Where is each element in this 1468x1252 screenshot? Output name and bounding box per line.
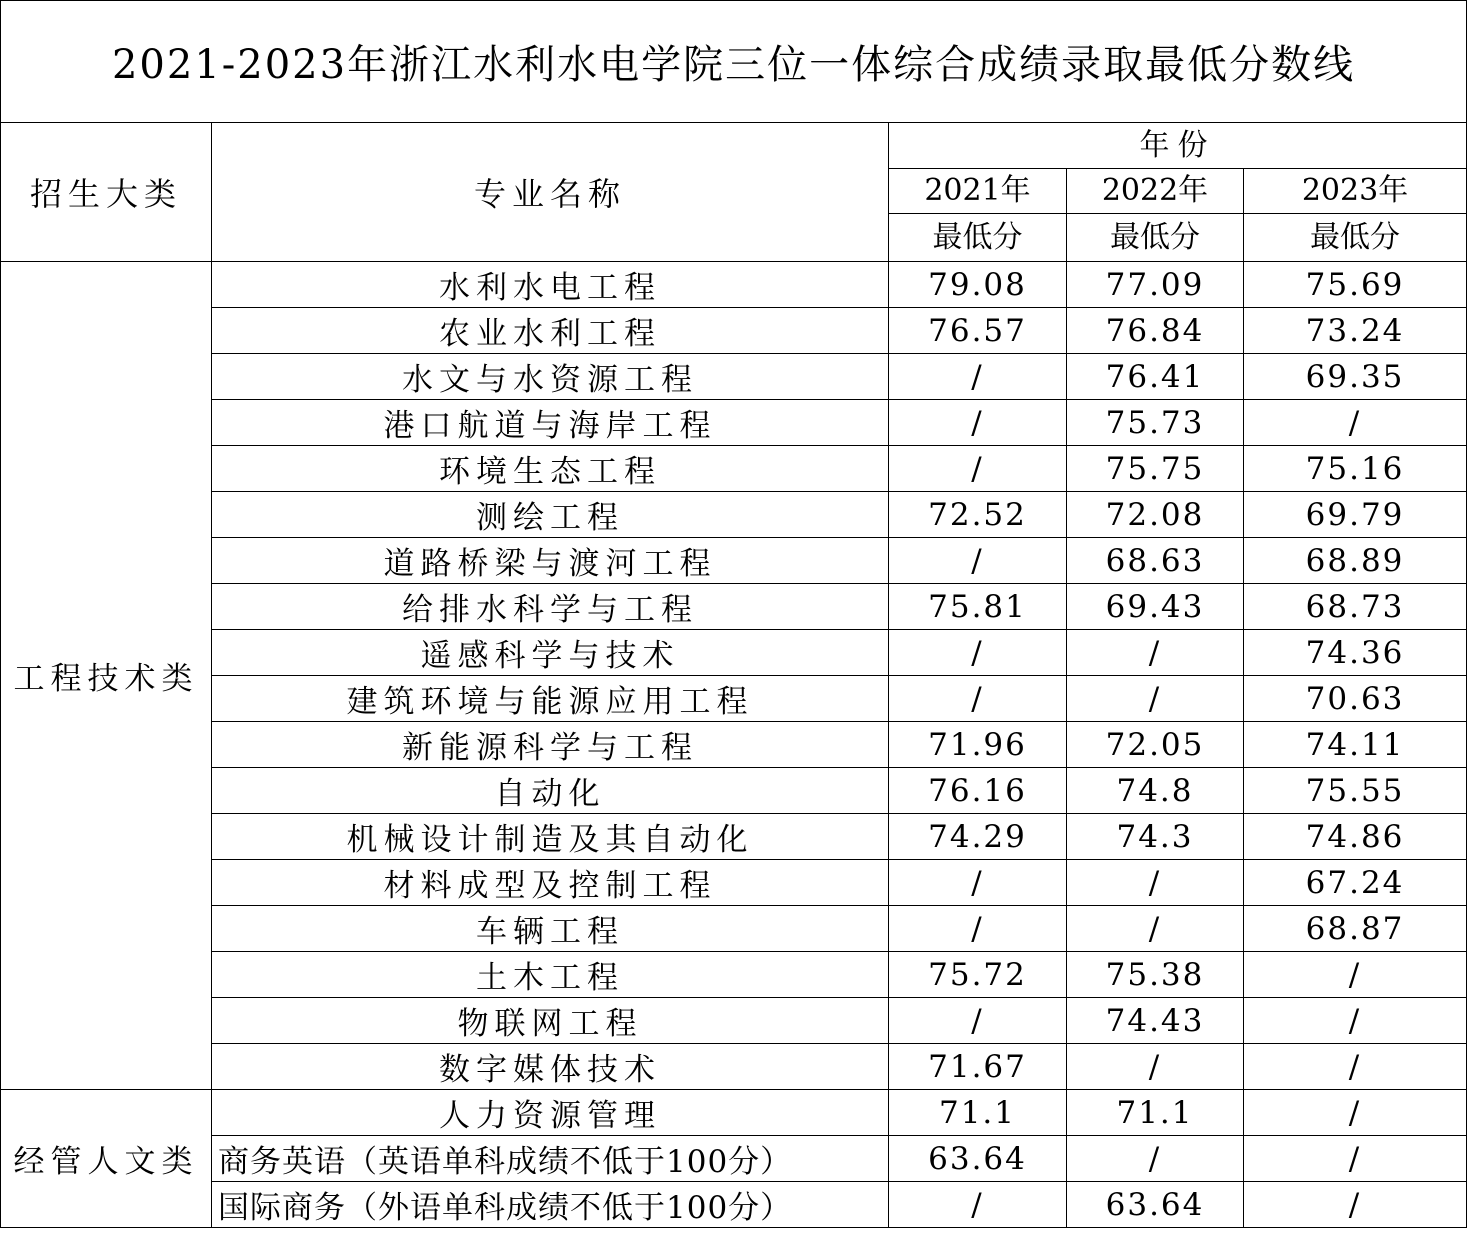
score-cell-2022: 69.43 [1067, 584, 1244, 630]
score-cell-2021: 72.52 [889, 492, 1067, 538]
score-cell-2022: / [1067, 1136, 1244, 1182]
score-cell-2021: / [889, 400, 1067, 446]
table-row [1, 998, 1467, 1044]
score-cell-2022: 77.09 [1067, 262, 1244, 308]
table-row [1, 1090, 1467, 1136]
score-cell-2021: / [889, 1182, 1067, 1228]
major-name-cell: 商务英语（英语单科成绩不低于100分） [212, 1136, 889, 1182]
table-title: 2021-2023年浙江水利水电学院三位一体综合成绩录取最低分数线 [1, 1, 1467, 123]
score-cell-2022: 76.41 [1067, 354, 1244, 400]
major-name-cell: 水文与水资源工程 [212, 354, 889, 400]
score-cell-2022: 71.1 [1067, 1090, 1244, 1136]
table-row [1, 262, 1467, 308]
table-row [1, 308, 1467, 354]
score-cell-2023: / [1244, 1136, 1467, 1182]
score-cell-2021: / [889, 676, 1067, 722]
score-cell-2021: / [889, 906, 1067, 952]
score-cell-2022: 74.3 [1067, 814, 1244, 860]
lowest-score-header-2023: 最低分 [1244, 214, 1467, 262]
major-name-cell: 材料成型及控制工程 [212, 860, 889, 906]
score-cell-2021: 71.96 [889, 722, 1067, 768]
score-cell-2022: / [1067, 1044, 1244, 1090]
major-name-cell: 人力资源管理 [212, 1090, 889, 1136]
score-cell-2021: 75.72 [889, 952, 1067, 998]
year-header-2022: 2022年 [1067, 169, 1244, 214]
table-row [1, 906, 1467, 952]
score-cell-2022: 74.43 [1067, 998, 1244, 1044]
score-cell-2022: / [1067, 860, 1244, 906]
score-cell-2023: 69.35 [1244, 354, 1467, 400]
major-name-cell: 物联网工程 [212, 998, 889, 1044]
major-name-cell: 土木工程 [212, 952, 889, 998]
score-cell-2021: 75.81 [889, 584, 1067, 630]
score-cell-2023: 74.36 [1244, 630, 1467, 676]
score-cell-2021: / [889, 446, 1067, 492]
major-name-cell: 水利水电工程 [212, 262, 889, 308]
table-row [1, 722, 1467, 768]
table-row [1, 538, 1467, 584]
major-name-cell: 车辆工程 [212, 906, 889, 952]
score-cell-2022: 75.73 [1067, 400, 1244, 446]
lowest-score-header-2022: 最低分 [1067, 214, 1244, 262]
major-name-cell: 数字媒体技术 [212, 1044, 889, 1090]
table-row [1, 676, 1467, 722]
table-row [1, 952, 1467, 998]
major-name-cell: 自动化 [212, 768, 889, 814]
table-row [1, 584, 1467, 630]
category-cell: 经管人文类 [1, 1090, 212, 1228]
major-name-cell: 国际商务（外语单科成绩不低于100分） [212, 1182, 889, 1228]
score-cell-2021: / [889, 354, 1067, 400]
score-cell-2023: / [1244, 400, 1467, 446]
score-cell-2023: / [1244, 998, 1467, 1044]
score-cell-2022: 76.84 [1067, 308, 1244, 354]
score-cell-2023: 68.89 [1244, 538, 1467, 584]
score-cell-2021: 76.16 [889, 768, 1067, 814]
table-row [1, 630, 1467, 676]
score-cell-2023: / [1244, 1044, 1467, 1090]
category-cell: 工程技术类 [1, 262, 212, 1090]
score-cell-2022: / [1067, 630, 1244, 676]
major-name-cell: 测绘工程 [212, 492, 889, 538]
table-row [1, 1182, 1467, 1228]
major-name-cell: 建筑环境与能源应用工程 [212, 676, 889, 722]
major-name-cell: 给排水科学与工程 [212, 584, 889, 630]
year-group-header: 年份 [889, 123, 1467, 169]
table-row [1, 1044, 1467, 1090]
score-cell-2022: 72.05 [1067, 722, 1244, 768]
table-row [1, 814, 1467, 860]
table-row [1, 354, 1467, 400]
score-cell-2021: 74.29 [889, 814, 1067, 860]
score-cell-2023: 74.86 [1244, 814, 1467, 860]
score-cell-2021: 71.67 [889, 1044, 1067, 1090]
table-row [1, 446, 1467, 492]
score-cell-2023: 73.24 [1244, 308, 1467, 354]
score-cell-2023: / [1244, 1090, 1467, 1136]
major-name-cell: 遥感科学与技术 [212, 630, 889, 676]
table-body [1, 262, 1467, 1228]
score-cell-2022: / [1067, 906, 1244, 952]
score-cell-2023: 74.11 [1244, 722, 1467, 768]
major-name-cell: 新能源科学与工程 [212, 722, 889, 768]
score-cell-2023: 68.87 [1244, 906, 1467, 952]
table-row [1, 492, 1467, 538]
score-cell-2023: / [1244, 1182, 1467, 1228]
score-cell-2023: 75.16 [1244, 446, 1467, 492]
score-cell-2022: 68.63 [1067, 538, 1244, 584]
score-cell-2022: 63.64 [1067, 1182, 1244, 1228]
table-row [1, 400, 1467, 446]
table-row [1, 768, 1467, 814]
table-row [1, 1136, 1467, 1182]
major-name-cell: 农业水利工程 [212, 308, 889, 354]
score-cell-2022: 75.75 [1067, 446, 1244, 492]
score-cell-2023: 70.63 [1244, 676, 1467, 722]
major-name-cell: 环境生态工程 [212, 446, 889, 492]
score-cell-2022: 75.38 [1067, 952, 1244, 998]
year-header-2021: 2021年 [889, 169, 1067, 214]
score-cell-2021: 63.64 [889, 1136, 1067, 1182]
major-name-cell: 道路桥梁与渡河工程 [212, 538, 889, 584]
score-cell-2023: / [1244, 952, 1467, 998]
score-cell-2021: / [889, 630, 1067, 676]
score-cell-2023: 68.73 [1244, 584, 1467, 630]
score-cell-2022: 72.08 [1067, 492, 1244, 538]
year-header-2023: 2023年 [1244, 169, 1467, 214]
score-cell-2021: 76.57 [889, 308, 1067, 354]
score-cell-2023: 69.79 [1244, 492, 1467, 538]
table-row [1, 860, 1467, 906]
score-cell-2023: 67.24 [1244, 860, 1467, 906]
score-cell-2021: 79.08 [889, 262, 1067, 308]
score-cell-2023: 75.55 [1244, 768, 1467, 814]
score-cell-2021: / [889, 860, 1067, 906]
score-cell-2023: 75.69 [1244, 262, 1467, 308]
score-cell-2021: / [889, 998, 1067, 1044]
score-cell-2021: / [889, 538, 1067, 584]
lowest-score-header-2021: 最低分 [889, 214, 1067, 262]
category-header: 招生大类 [1, 123, 212, 262]
score-cell-2021: 71.1 [889, 1090, 1067, 1136]
major-name-cell: 港口航道与海岸工程 [212, 400, 889, 446]
score-cell-2022: / [1067, 676, 1244, 722]
score-cell-2022: 74.8 [1067, 768, 1244, 814]
major-header: 专业名称 [212, 123, 889, 262]
major-name-cell: 机械设计制造及其自动化 [212, 814, 889, 860]
